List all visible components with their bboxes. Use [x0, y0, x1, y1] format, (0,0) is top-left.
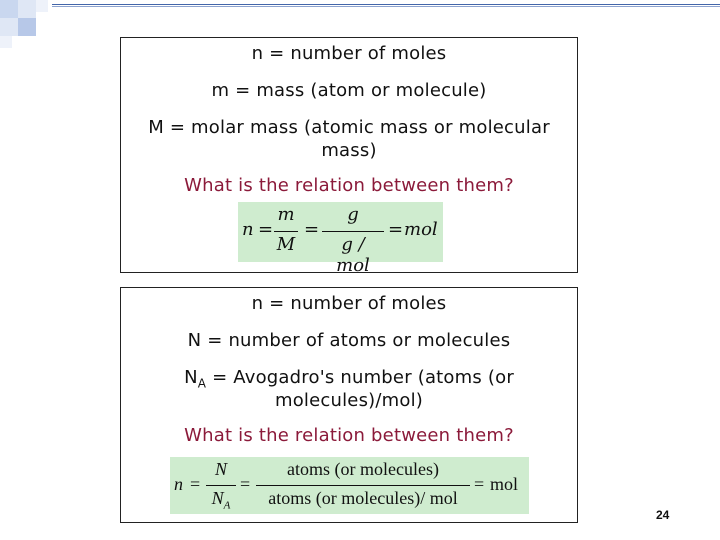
corner-square — [18, 18, 36, 36]
formula-denominator: g / mol — [336, 234, 370, 276]
formula-numerator: atoms (or molecules) — [287, 459, 439, 479]
definition-m: m = mass (atom or molecule) — [211, 80, 487, 101]
header-rule — [52, 4, 720, 5]
definition-n: n = number of moles — [251, 43, 447, 64]
corner-square — [18, 0, 36, 18]
na-description: = Avogadro's number (atoms (or — [206, 367, 514, 388]
page-number: 24 — [656, 508, 670, 522]
formula-n: n — [242, 219, 254, 240]
definition-NA-cont: molecules)/mol) — [274, 390, 424, 411]
formula-numerator: m — [277, 204, 295, 225]
na-symbol: N — [211, 488, 224, 508]
formula-n: n — [174, 474, 183, 494]
formula-equals: = — [240, 474, 251, 494]
formula-numerator: N — [214, 459, 227, 479]
na-subscript: A — [223, 499, 231, 512]
formula-result: mol — [404, 219, 438, 240]
avogadro-box — [120, 287, 578, 523]
mass-moles-formula — [238, 202, 443, 276]
na-symbol: N — [184, 367, 198, 388]
definition-M: M = molar mass (atomic mass or molecular — [148, 117, 550, 138]
fraction-bar — [274, 231, 298, 232]
formula-result: mol — [490, 474, 519, 494]
question: What is the relation between them? — [184, 175, 514, 196]
formula-equals: = — [258, 219, 274, 240]
corner-square — [0, 36, 12, 48]
corner-square — [0, 18, 18, 36]
question: What is the relation between them? — [184, 425, 514, 446]
mass-moles-box — [120, 37, 578, 276]
formula-denominator — [206, 488, 236, 512]
definition-M-cont: mass) — [321, 140, 377, 161]
definition-n: n = number of moles — [251, 293, 447, 314]
fraction-bar — [256, 485, 470, 486]
formula-equals: = — [304, 219, 320, 240]
fraction-bar — [322, 231, 384, 232]
corner-square — [36, 0, 48, 12]
formula-denominator: atoms (or molecules)/ mol — [268, 488, 458, 508]
formula-denominator: M — [276, 234, 296, 255]
na-subscript: A — [197, 376, 207, 391]
formula-numerator: g — [347, 204, 359, 225]
header-rule — [52, 6, 720, 7]
formula-equals: = — [388, 219, 404, 240]
formula-equals: = — [190, 474, 201, 494]
avogadro-formula — [170, 457, 529, 514]
corner-square — [0, 0, 18, 18]
formula-equals: = — [474, 474, 485, 494]
definition-N: N = number of atoms or molecules — [187, 330, 511, 351]
fraction-bar — [206, 485, 236, 486]
